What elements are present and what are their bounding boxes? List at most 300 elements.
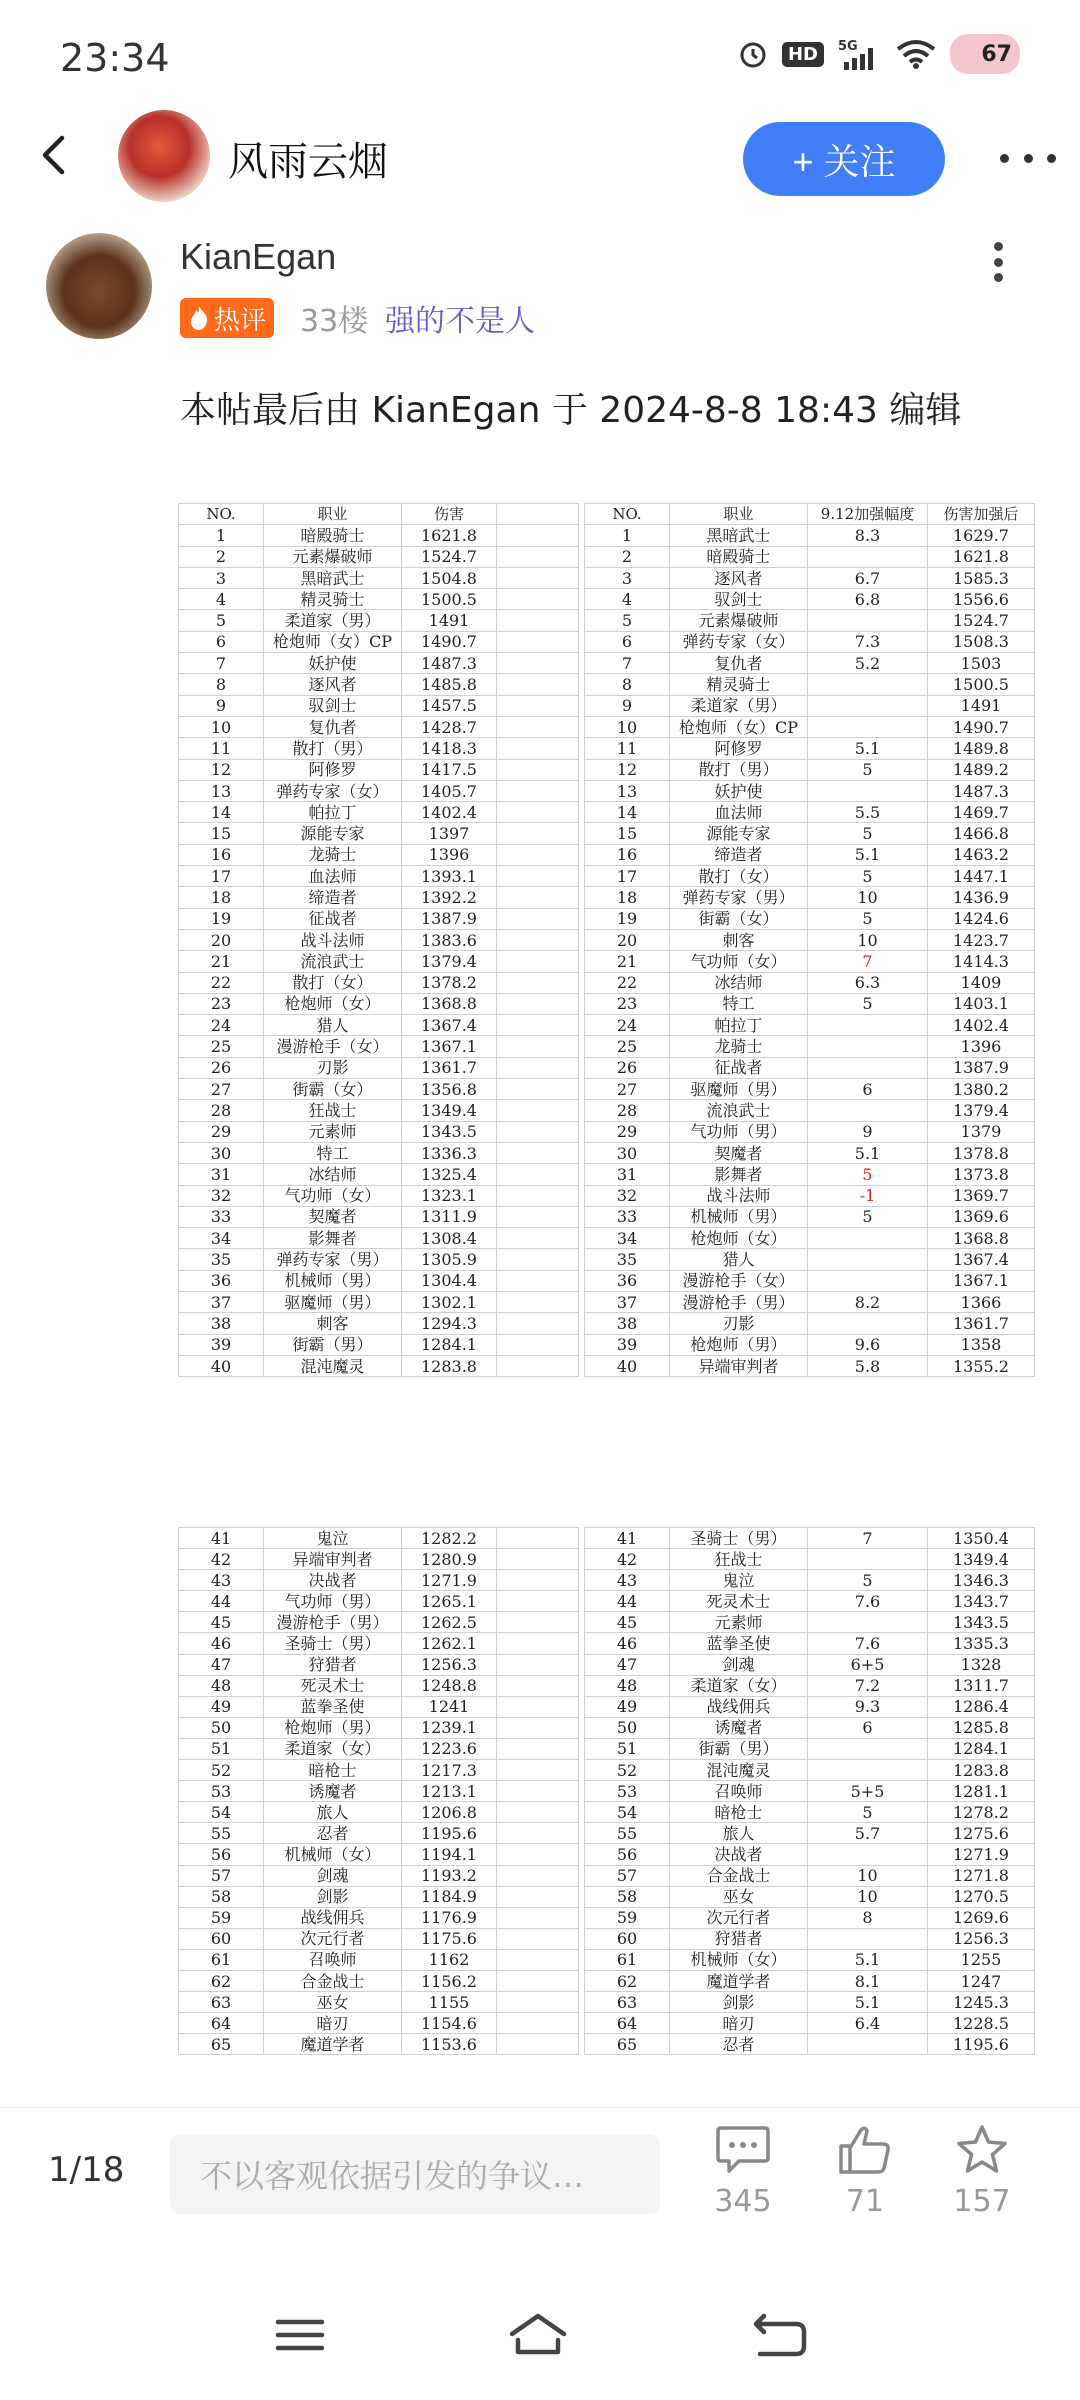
chevron-left-icon [30,130,80,180]
table-cell: 1361.7 [402,1057,497,1078]
table-row [585,1738,1035,1759]
table-row [585,1781,1035,1802]
table-cell-empty [497,1528,579,1549]
table-row [179,1185,579,1206]
table-cell: 混沌魔灵 [670,1760,808,1781]
more-dot-icon [1047,154,1056,163]
ranking-table-image-2[interactable] [178,1527,1034,2063]
flame-icon [188,305,210,331]
table-cell: 17 [179,866,264,887]
table-cell: 1491 [402,610,497,631]
table-cell: 19 [585,908,670,929]
table-cell: 9 [808,1121,928,1142]
table-row [179,1228,579,1249]
table-cell: 27 [585,1079,670,1100]
table-cell-empty [497,1886,579,1907]
table-row [585,1121,1035,1142]
table-cell: 60 [179,1928,264,1949]
table-cell: 战线佣兵 [670,1696,808,1717]
table-cell: 1485.8 [402,674,497,695]
table-row [179,972,579,993]
app-header [0,108,1080,204]
table-cell: 6.3 [808,972,928,993]
table-cell: 28 [179,1100,264,1121]
table-row [585,1865,1035,1886]
table-cell: 10 [808,929,928,950]
table-cell: 5.7 [808,1823,928,1844]
status-time: 23:34 [60,36,170,80]
table-row [179,738,579,759]
table-cell: 36 [179,1270,264,1291]
table-cell: 1280.9 [402,1549,497,1570]
table-row [585,546,1035,567]
table-cell: 7 [585,653,670,674]
table-cell: 1 [585,525,670,546]
table-cell: 12 [585,759,670,780]
damage-table-left [178,503,579,1377]
table-cell-empty [497,1121,579,1142]
table-cell-empty [497,1549,579,1570]
table-cell: 1379 [928,1121,1035,1142]
table-cell [808,1249,928,1270]
table-cell: 黑暗武士 [670,525,808,546]
table-cell: 机械师（女） [264,1844,402,1865]
table-cell: 漫游枪手（男） [264,1612,402,1633]
table-cell: 1269.6 [928,1907,1035,1928]
table-cell: 55 [585,1823,670,1844]
table-row [585,1675,1035,1696]
table-cell: 暗刃 [670,2013,808,2034]
table-cell: 弹药专家（女） [264,780,402,801]
table-cell: 1368.8 [402,993,497,1014]
table-cell: 3 [585,567,670,588]
forum-avatar[interactable] [118,110,210,202]
table-cell: 帕拉丁 [670,1015,808,1036]
table-cell: 9 [585,695,670,716]
table-row [585,631,1035,652]
table-cell-empty [497,546,579,567]
table-cell: 52 [585,1760,670,1781]
table-cell [808,1228,928,1249]
table-cell: 战斗法师 [670,1185,808,1206]
table-cell: 剑魂 [670,1654,808,1675]
table-row [179,1886,579,1907]
table-cell: 帕拉丁 [264,802,402,823]
table-cell-empty [497,1057,579,1078]
table-cell-empty [497,1164,579,1185]
forum-title[interactable]: 风雨云烟 [228,139,388,185]
table-cell: 41 [585,1528,670,1549]
table-cell-empty [497,631,579,652]
like-button[interactable] [815,2124,915,2219]
table-cell: 魔道学者 [670,1970,808,1991]
table-cell: 64 [585,2013,670,2034]
table-cell: 1500.5 [402,589,497,610]
table-cell: 1156.2 [402,1970,497,1991]
table-cell: 缔造者 [670,844,808,865]
table-cell: 7 [808,1528,928,1549]
table-cell-empty [497,1633,579,1654]
table-cell: 1397 [402,823,497,844]
nav-back-button[interactable] [750,2310,810,2360]
damage-table-left-2 [178,1527,579,2055]
table-cell: 1463.2 [928,844,1035,865]
table-cell: 12 [179,759,264,780]
table-cell [808,1036,928,1057]
table-cell: 10 [808,1886,928,1907]
table-cell: 枪炮师（女）CP [670,716,808,737]
table-cell: 狂战士 [264,1100,402,1121]
table-cell: 54 [179,1802,264,1823]
table-cell: 52 [179,1760,264,1781]
table-cell: 17 [585,866,670,887]
table-cell [808,2034,928,2055]
table-row [179,1270,579,1291]
table-row [179,1992,579,2013]
star-icon [954,2124,1010,2176]
table-cell-empty [497,1781,579,1802]
username[interactable]: KianEgan [180,236,337,277]
table-row [179,929,579,950]
table-cell: 枪炮师（女）CP [264,631,402,652]
table-cell: 1239.1 [402,1717,497,1738]
table-cell [808,1612,928,1633]
table-cell: 1361.7 [928,1313,1035,1334]
table-row [179,1738,579,1759]
table-cell: 1629.7 [928,525,1035,546]
table-cell: 精灵骑士 [670,674,808,695]
table-cell-empty [497,780,579,801]
page-indicator[interactable]: 1/18 [48,2150,125,2190]
table-cell: 剑影 [264,1886,402,1907]
table-row [179,1036,579,1057]
table-row [585,1696,1035,1717]
table-cell: 机械师（男） [264,1270,402,1291]
table-cell: 散打（女） [264,972,402,993]
table-row [179,1781,579,1802]
table-cell: 21 [179,951,264,972]
table-cell [808,1100,928,1121]
table-row [179,1844,579,1865]
table-row [179,1802,579,1823]
table-cell: 元素爆破师 [264,546,402,567]
table-cell: 15 [585,823,670,844]
table-cell: 契魔者 [670,1142,808,1163]
table-cell: 气功师（女） [264,1185,402,1206]
table-row [179,866,579,887]
table-cell: 30 [585,1142,670,1163]
table-header: 职业 [264,504,402,525]
table-cell: 1336.3 [402,1142,497,1163]
table-cell: 57 [179,1865,264,1886]
table-row [179,1291,579,1312]
damage-table-right-2 [584,1527,1035,2055]
table-cell-empty [497,1570,579,1591]
avatar[interactable] [46,233,152,339]
table-cell: 53 [179,1781,264,1802]
table-cell: 蓝拳圣使 [264,1696,402,1717]
hot-comment-badge [180,298,274,338]
table-cell-empty [497,1612,579,1633]
table-cell: 冰结师 [670,972,808,993]
table-cell: 1349.4 [402,1100,497,1121]
table-cell: 合金战士 [670,1865,808,1886]
table-cell: 5 [808,1164,928,1185]
table-row [585,1142,1035,1163]
table-cell: 5 [808,823,928,844]
back-button[interactable] [30,130,80,180]
table-cell: 1 [179,525,264,546]
table-row [585,1015,1035,1036]
floor-title-link[interactable]: 强的不是人 [385,304,535,339]
table-cell: 1262.1 [402,1633,497,1654]
table-cell: 51 [179,1738,264,1759]
table-cell: 1193.2 [402,1865,497,1886]
table-cell: 45 [585,1612,670,1633]
more-dot-icon [994,273,1003,282]
table-cell: 25 [179,1036,264,1057]
table-cell: 1241 [402,1696,497,1717]
table-cell: 机械师（男） [670,1206,808,1227]
table-cell: -1 [808,1185,928,1206]
table-cell: 蓝拳圣使 [670,1633,808,1654]
hot-label: 热评 [214,305,267,336]
table-cell: 57 [585,1865,670,1886]
table-cell: 街霸（女） [670,908,808,929]
like-count: 71 [845,2184,885,2219]
table-row [585,1802,1035,1823]
table-cell: 柔道家（男） [670,695,808,716]
table-cell-empty [497,1291,579,1312]
table-cell-empty [497,1015,579,1036]
table-cell [808,1015,928,1036]
table-cell: 鬼泣 [670,1570,808,1591]
nav-home-button[interactable] [508,2310,568,2360]
table-cell: 1387.9 [928,1057,1035,1078]
table-cell: 1346.3 [928,1570,1035,1591]
table-cell: 源能专家 [264,823,402,844]
table-cell-empty [497,1844,579,1865]
table-cell: 15 [179,823,264,844]
table-cell: 征战者 [670,1057,808,1078]
table-cell: 驭剑士 [670,589,808,610]
table-cell: 1585.3 [928,567,1035,588]
table-cell: 1217.3 [402,1760,497,1781]
table-cell: 1367.4 [928,1249,1035,1270]
table-cell: 1387.9 [402,908,497,929]
table-cell-empty [497,1334,579,1355]
table-cell-empty [497,951,579,972]
table-cell: 50 [179,1717,264,1738]
table-cell: 43 [585,1570,670,1591]
table-cell: 8 [179,674,264,695]
nav-recents-button[interactable] [270,2310,330,2360]
table-row [585,1355,1035,1376]
table-cell: 1418.3 [402,738,497,759]
table-cell: 1487.3 [402,653,497,674]
table-cell-empty [497,1206,579,1227]
table-cell: 枪炮师（男） [670,1334,808,1355]
favorite-button[interactable] [932,2124,1032,2219]
table-row [179,1907,579,1928]
table-cell-empty [497,1079,579,1100]
table-cell: 5.1 [808,844,928,865]
table-cell: 21 [585,951,670,972]
table-cell: 战斗法师 [264,929,402,950]
table-row [585,951,1035,972]
table-cell: 柔道家（男） [264,610,402,631]
table-cell-empty [497,674,579,695]
table-cell: 34 [179,1228,264,1249]
table-row [585,1228,1035,1249]
table-row [585,2034,1035,2055]
table-cell: 6 [585,631,670,652]
table-row [585,993,1035,1014]
table-cell: 1524.7 [928,610,1035,631]
table-row [179,1928,579,1949]
table-cell: 16 [585,844,670,865]
table-row [585,1334,1035,1355]
table-cell: 1311.9 [402,1206,497,1227]
table-cell: 39 [585,1334,670,1355]
table-cell: 5 [179,610,264,631]
table-cell-empty [497,887,579,908]
table-row [585,2013,1035,2034]
table-cell [808,1928,928,1949]
table-cell: 柔道家（女） [670,1675,808,1696]
table-cell: 14 [179,802,264,823]
reply-input[interactable]: 不以客观依据引发的争议… [170,2134,660,2214]
table-cell: 忍者 [264,1823,402,1844]
table-cell: 1368.8 [928,1228,1035,1249]
table-cell: 47 [179,1654,264,1675]
table-cell: 源能专家 [670,823,808,844]
table-row [585,1079,1035,1100]
table-cell: 1213.1 [402,1781,497,1802]
status-bar [0,0,1080,120]
table-cell: 26 [585,1057,670,1078]
table-cell: 53 [585,1781,670,1802]
table-cell: 14 [585,802,670,823]
ranking-table-image-1[interactable] [178,503,1034,1376]
menu-icon [270,2310,330,2360]
table-cell: 枪炮师（女） [670,1228,808,1249]
table-cell: 1228.5 [928,2013,1035,2034]
comment-button[interactable] [693,2124,793,2219]
table-cell: 召唤师 [264,1949,402,1970]
table-cell-empty [497,610,579,631]
table-cell: 1256.3 [402,1654,497,1675]
post-more-button[interactable] [994,242,1006,282]
table-row [585,1270,1035,1291]
table-row [179,780,579,801]
battery-indicator [950,34,1020,74]
table-row [585,1717,1035,1738]
table-row [179,1949,579,1970]
table-cell: 1369.7 [928,1185,1035,1206]
table-cell: 55 [179,1823,264,1844]
table-cell: 31 [179,1164,264,1185]
table-row [179,610,579,631]
table-cell: 1367.1 [402,1036,497,1057]
table-cell: 51 [585,1738,670,1759]
table-cell: 散打（男） [264,738,402,759]
more-options-button[interactable] [1000,138,1056,178]
table-cell: 猎人 [670,1249,808,1270]
table-cell-empty [497,1591,579,1612]
table-cell: 64 [179,2013,264,2034]
table-cell: 6.7 [808,567,928,588]
table-cell: 次元行者 [670,1907,808,1928]
table-cell-empty [497,1654,579,1675]
table-cell: 8.2 [808,1291,928,1312]
table-cell: 48 [585,1675,670,1696]
table-row [585,823,1035,844]
table-row [179,631,579,652]
table-cell: 11 [585,738,670,759]
table-cell: 63 [179,1992,264,2013]
table-cell: 剑影 [670,1992,808,2013]
table-cell: 逐风者 [670,567,808,588]
table-cell: 1490.7 [402,631,497,652]
table-cell: 56 [585,1844,670,1865]
table-cell: 5 [808,1802,928,1823]
table-cell: 1265.1 [402,1591,497,1612]
table-cell: 1491 [928,695,1035,716]
table-row [585,1591,1035,1612]
table-row [585,1823,1035,1844]
table-cell: 1206.8 [402,1802,497,1823]
post-author [0,228,1080,348]
table-cell: 1284.1 [402,1334,497,1355]
table-cell: 1383.6 [402,929,497,950]
table-cell: 32 [179,1185,264,1206]
table-cell-empty [497,1949,579,1970]
table-cell: 阿修罗 [264,759,402,780]
table-cell: 暗枪士 [264,1760,402,1781]
table-cell: 圣骑士（男） [670,1528,808,1549]
table-cell: 46 [179,1633,264,1654]
table-cell: 暗殿骑士 [670,546,808,567]
table-cell-empty [497,2034,579,2055]
table-row [585,887,1035,908]
table-cell: 24 [585,1015,670,1036]
table-cell: 弹药专家（男） [670,887,808,908]
table-header: 职业 [670,504,808,525]
table-cell: 1245.3 [928,1992,1035,2013]
follow-button[interactable]: + 关注 [743,122,945,196]
wifi-icon [896,39,936,69]
table-cell-empty [497,844,579,865]
table-cell-empty [497,1249,579,1270]
table-row [179,1079,579,1100]
table-cell: 影舞者 [264,1228,402,1249]
table-cell: 1256.3 [928,1928,1035,1949]
table-cell: 1271.9 [402,1570,497,1591]
table-cell-empty [497,1185,579,1206]
table-cell [808,610,928,631]
table-cell: 1343.5 [928,1612,1035,1633]
table-cell-empty [497,716,579,737]
table-row [585,1036,1035,1057]
table-row [585,674,1035,695]
table-cell: 1500.5 [928,674,1035,695]
table-row [179,1675,579,1696]
table-cell: 33 [585,1206,670,1227]
table-cell: 60 [585,1928,670,1949]
table-row [179,802,579,823]
table-cell: 65 [585,2034,670,2055]
